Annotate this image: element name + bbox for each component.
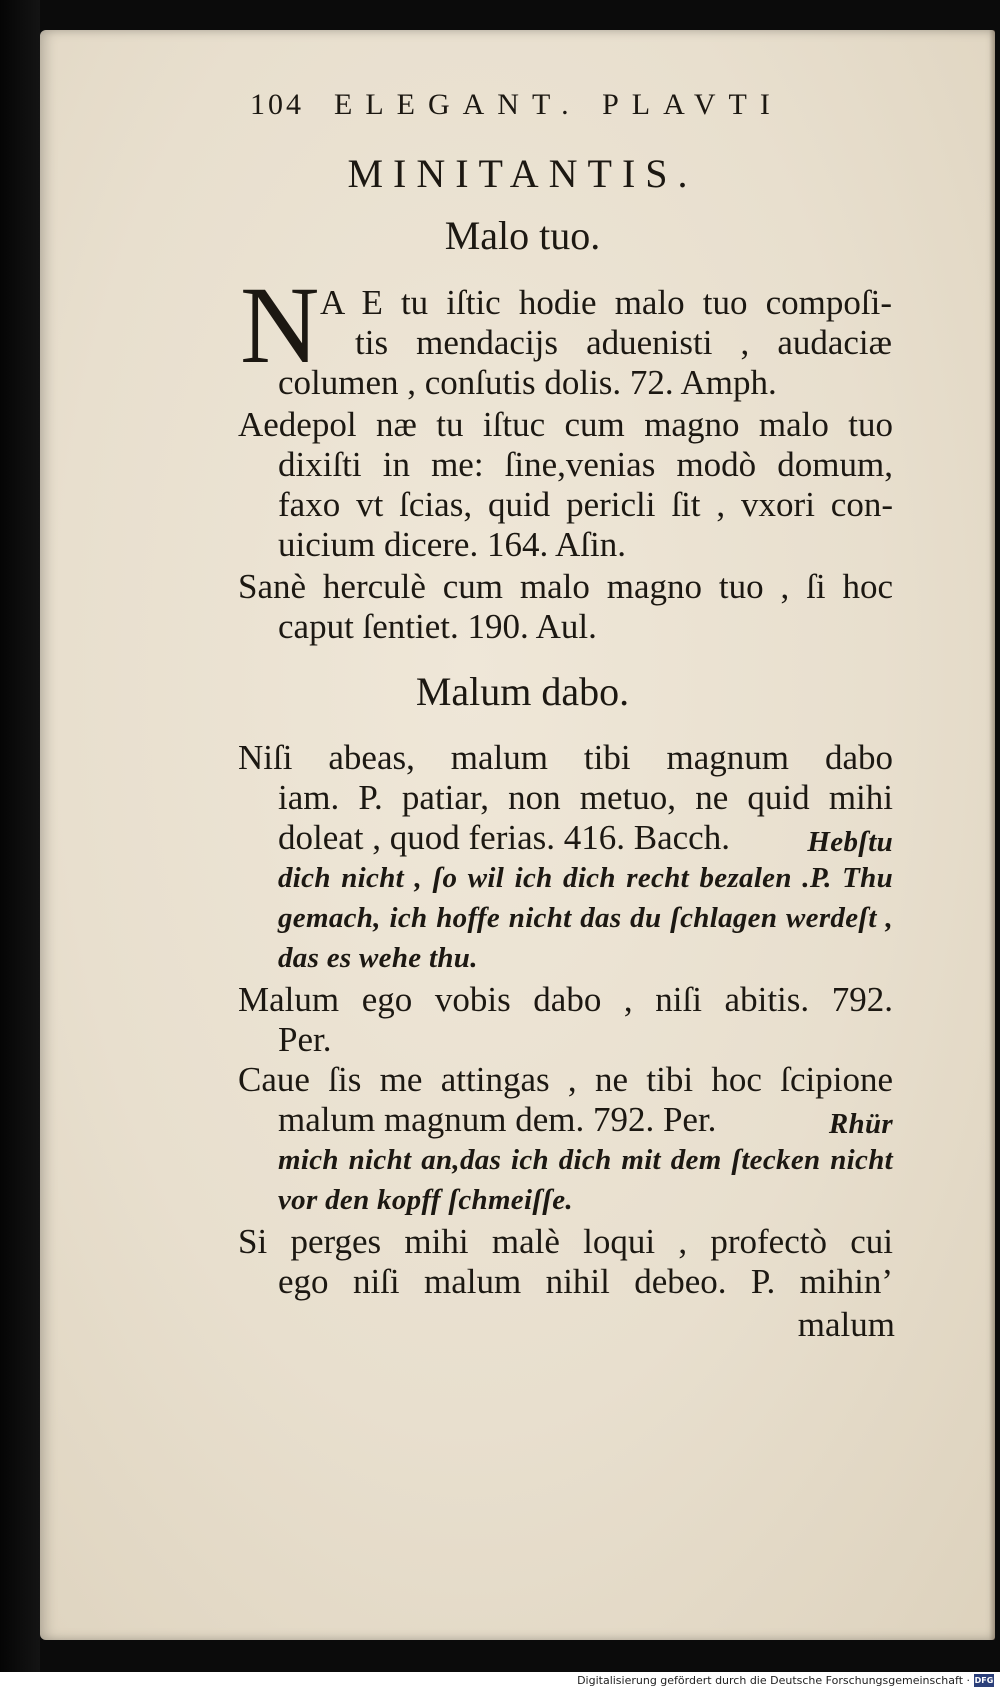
catchword: malum	[797, 1305, 895, 1344]
text-line: A E tu iſtic hodie malo tuo compoſi-	[320, 283, 892, 322]
german-gloss: mich nicht an,das ich dich mit dem ſtecken nicht	[278, 1144, 893, 1176]
paragraph	[238, 405, 893, 565]
text-line: ego niſi malum nihil debeo. P. mihin’	[278, 1262, 893, 1301]
paragraph	[238, 1222, 893, 1302]
german-gloss: Rhür	[828, 1108, 893, 1140]
german-gloss: vor den kopff ſchmeiſſe.	[278, 1184, 573, 1216]
text-line: Sanè herculè cum malo magno tuo , ſi hoc	[238, 567, 893, 606]
section-title: MINITANTIS.	[347, 151, 698, 196]
running-title: ELEGANT. PLAVTI	[334, 88, 783, 121]
paragraph	[278, 363, 858, 403]
text-line: iam. P. patiar, non metuo, ne quid mihi	[278, 778, 893, 817]
page-number: 104	[250, 88, 304, 121]
text-line: Si perges mihi malè loqui , profectò cui	[238, 1222, 893, 1261]
text-line: Caue ſis me attingas , ne tibi hoc ſcipione	[238, 1060, 893, 1099]
running-head	[250, 88, 890, 122]
german-gloss: Hebſtu	[807, 826, 893, 858]
text-line: faxo vt ſcias, quid pericli ſit , vxori con-	[278, 485, 893, 524]
text-line	[238, 818, 893, 858]
text-line: Niſi abeas, malum tibi magnum dabo	[238, 738, 893, 777]
german-gloss: gemach, ich hoffe nicht das du ſchlagen werdeſt ,	[278, 902, 893, 934]
drop-cap: N	[240, 264, 320, 386]
text-line: dixiſti in me: ſine,venias modò domum,	[278, 445, 893, 484]
text-line: malum magnum dem. 792. Per.	[278, 1100, 717, 1139]
text-line: uicium dicere. 164. Aſin.	[278, 525, 626, 564]
paragraph	[238, 567, 893, 647]
text-line: Malum ego vobis dabo , niſi abitis. 792.	[238, 980, 893, 1019]
german-gloss: das es wehe thu.	[278, 942, 478, 974]
text-line: Per.	[278, 1020, 332, 1059]
section2-heading: Malum dabo.	[415, 669, 630, 714]
paragraph	[238, 1060, 893, 1220]
paragraph	[238, 980, 893, 1060]
text-line: tis mendacijs aduenisti , audaciæ	[355, 323, 892, 362]
paragraph	[320, 283, 892, 363]
text-line: columen , conſutis dolis. 72. Amph.	[278, 363, 777, 402]
footer-credit: Digitalisierung gefördert durch die Deutsche Forschungsgemeinschaft ·	[577, 1674, 970, 1687]
text-line: caput ſentiet. 190. Aul.	[278, 607, 597, 646]
dfg-logo: DFG	[974, 1676, 994, 1685]
text-line	[238, 1100, 893, 1140]
section1-heading: Malo tuo.	[444, 213, 601, 258]
page-edge	[989, 30, 995, 1640]
text-line: doleat , quod ferias. 416. Bacch.	[278, 818, 730, 857]
text-line: Aedepol næ tu iſtuc cum magno malo tuo	[238, 405, 893, 444]
paragraph	[238, 738, 893, 978]
german-gloss: dich nicht , ſo wil ich dich recht bezalen .P. Thu	[278, 862, 893, 894]
